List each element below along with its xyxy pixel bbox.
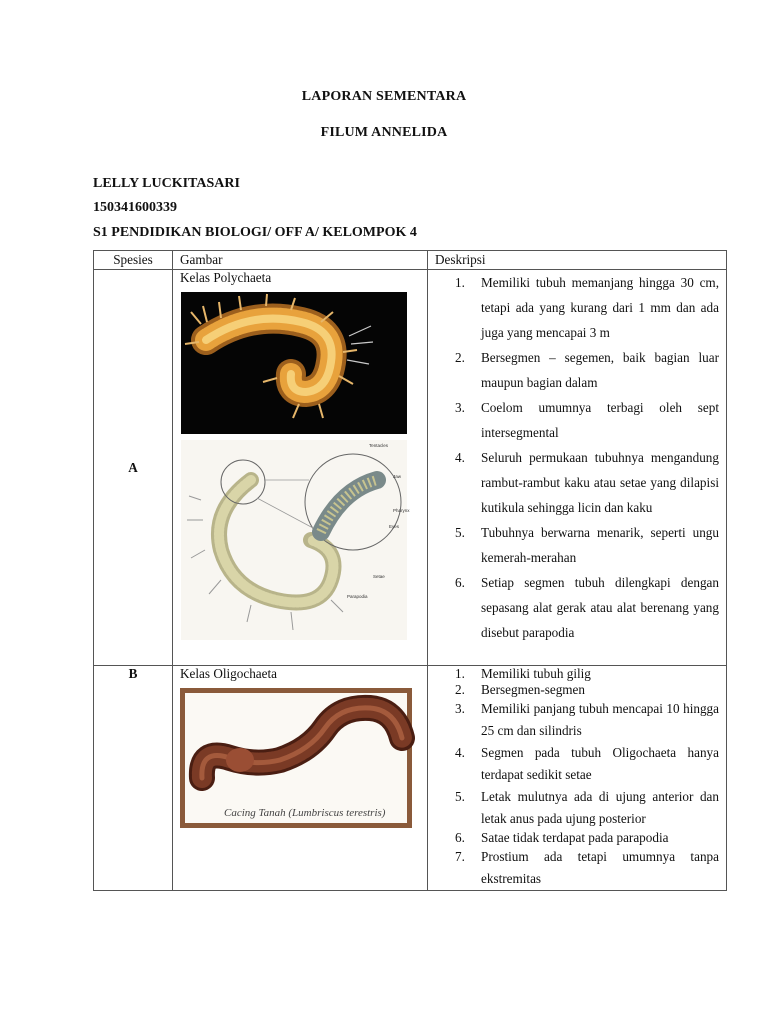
class-name: Kelas Oligochaeta [180,666,278,681]
list-item: 1. Memiliki tubuh gilig [455,666,591,681]
list-item: 1. Memiliki tubuh memanjang hingga 30 cm, tetapi ada yang kurang dari 1 mm dan ada juga yang mencapai 3 m [455,275,719,340]
list-item: 6. Setiap segmen tubuh dilengkapi dengan sepasang alat gerak atau alat berenang yang disebut parapodia [455,575,719,640]
header-gambar: Gambar [173,251,428,270]
list-item: 2. Bersegmen – segemen, baik bagian luar maupun bagian dalam [455,350,719,390]
label-eyes: Eyes [389,524,400,529]
author-name: LELLY LUCKITASARI [93,176,240,191]
species-table [93,250,727,891]
list-item: 3. Memiliki panjang tubuh mencapai 10 hingga 25 cm dan silindris [455,701,719,738]
list-item: 7. Prostium ada tetapi umumnya tanpa ekstremitas [455,849,719,886]
image-cell [173,270,428,666]
species-label: B [94,666,173,891]
polychaeta-photo [181,292,407,434]
list-item: 5. Letak mulutnya ada di ujung anterior dan letak anus pada ujung posterior [455,789,719,826]
label-setae: Setae [373,574,385,579]
list-item: 4. Segmen pada tubuh Oligochaeta hanya terdapat sedikit setae [455,745,719,782]
list-item: 5. Tubuhnya berwarna menarik, seperti ungu kemerah-merahan [455,525,719,565]
class-name: Kelas Polychaeta [180,270,272,285]
header-spesies: Spesies [94,251,173,270]
header-deskripsi: Deskripsi [428,251,727,270]
report-title: LAPORAN SEMENTARA [301,89,467,104]
table-row [94,666,727,891]
species-label: A [94,270,173,666]
oligochaeta-photo [180,688,412,828]
earthworm-caption: Cacing Tanah (Lumbriscus terestris) [224,807,386,819]
list-item: 2. Bersegmen-segmen [455,682,585,697]
image-cell [173,666,428,891]
label-jaw: Jaw [393,474,402,479]
description-cell [428,270,727,666]
description-list [428,666,726,890]
list-item: 6. Satae tidak terdapat pada parapodia [455,830,669,845]
report-subtitle: FILUM ANNELIDA [320,125,448,140]
label-tentacles: Tentacles [369,443,389,448]
label-parapodia: Parapodia [347,594,368,599]
label-pharynx: Pharynx [393,508,410,513]
list-item: 4. Seluruh permukaan tubuhnya mengandung rambut-rambut kaku atau setae yang dilapisi kutikula sehingga licin dan kaku [455,450,719,515]
student-id: 150341600339 [93,200,177,215]
polychaeta-diagram [181,440,410,640]
description-list [428,270,726,645]
program-info: S1 PENDIDIKAN BIOLOGI/ OFF A/ KELOMPOK 4 [93,225,417,240]
table-row [94,270,727,666]
list-item: 3. Coelom umumnya terbagi oleh sept intersegmental [455,400,719,440]
table-header-row [94,251,727,270]
description-cell [428,666,727,891]
